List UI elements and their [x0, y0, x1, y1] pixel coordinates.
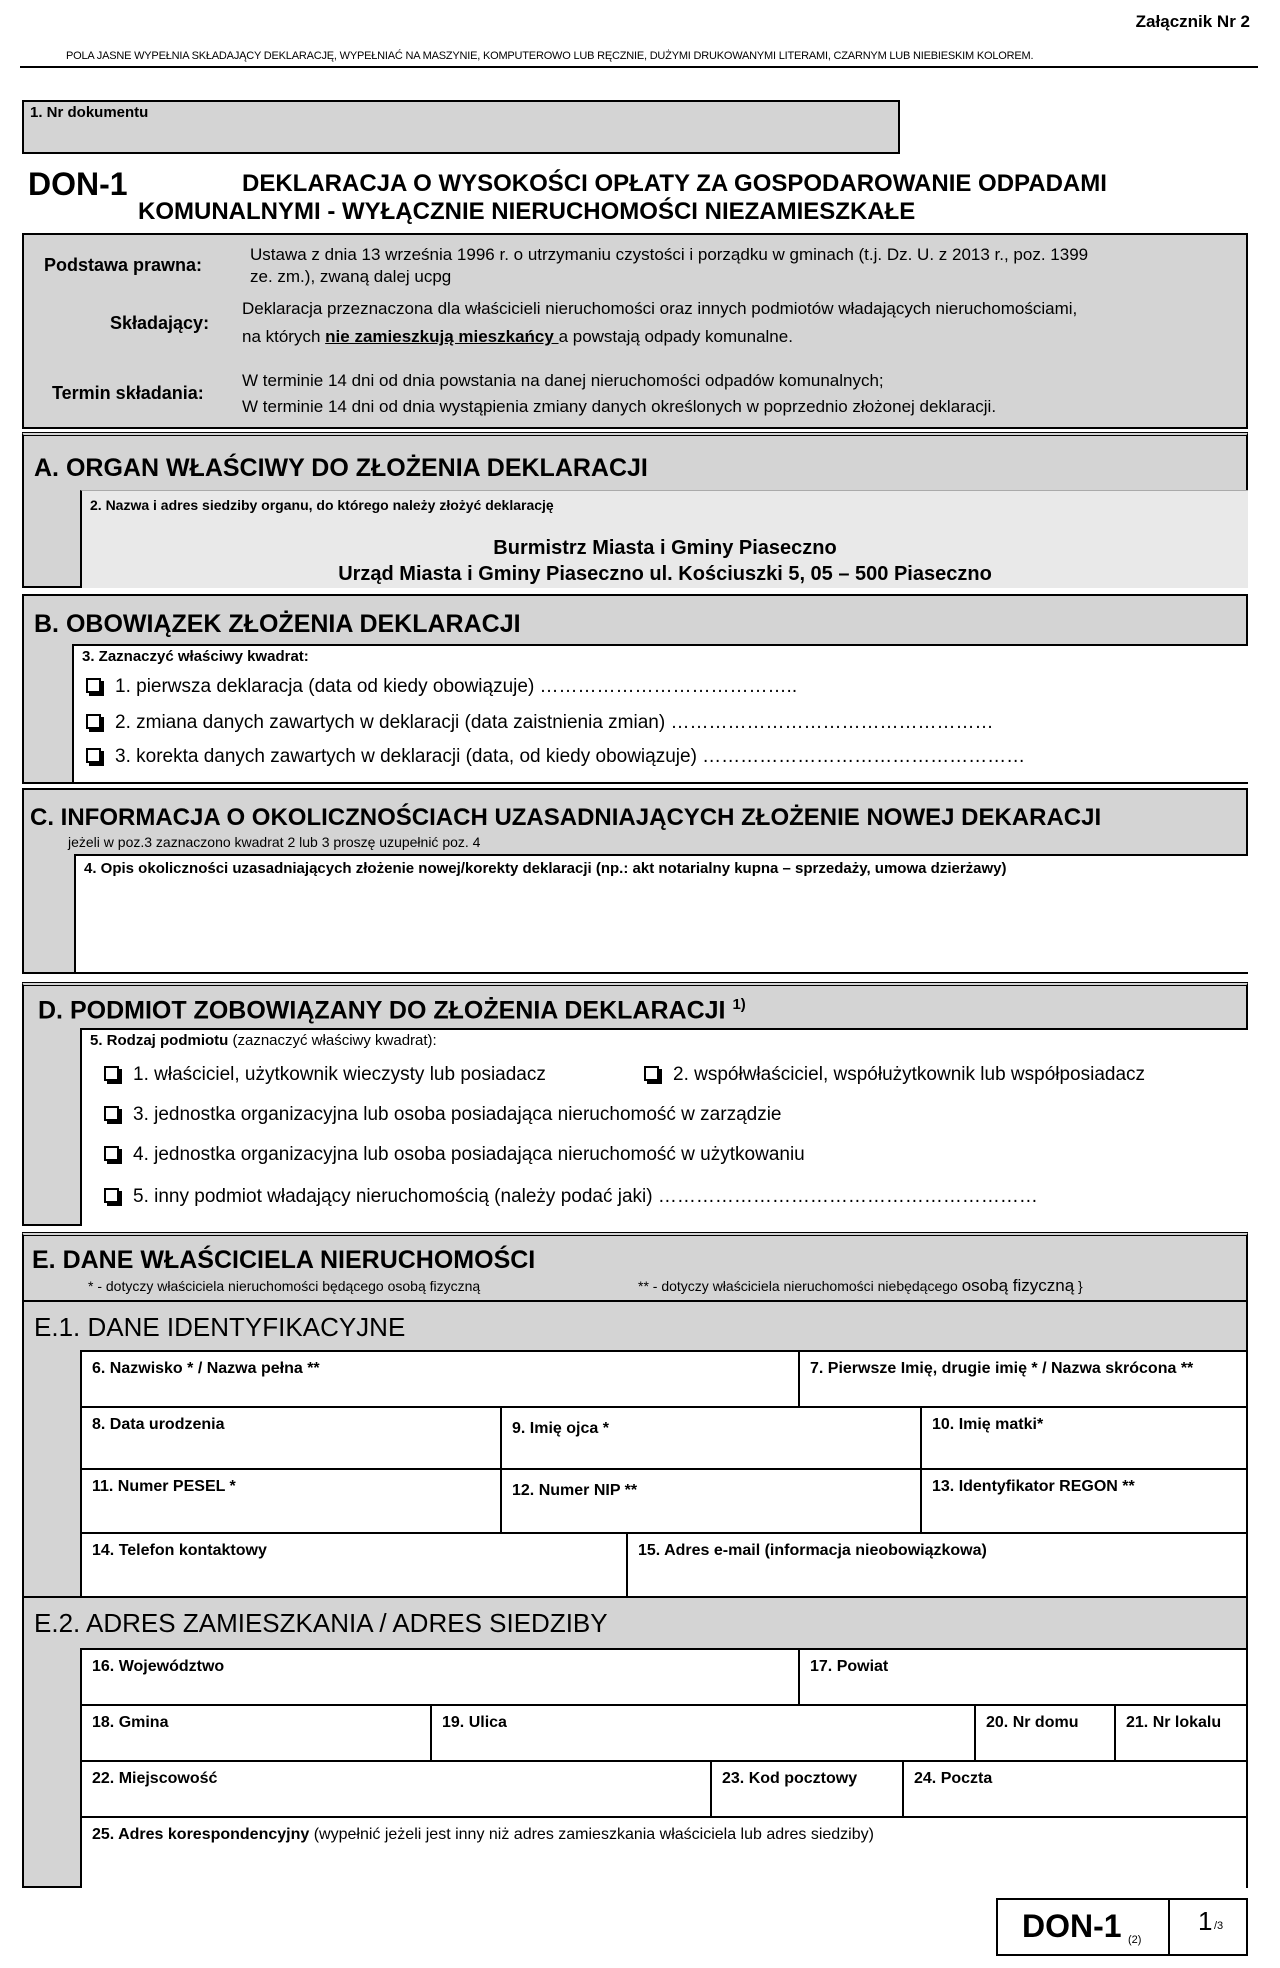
field-11-pesel[interactable] — [80, 1468, 500, 1532]
footer-page-total: /3 — [1214, 1920, 1224, 1932]
field-25-correspondence-address[interactable] — [80, 1816, 1246, 1888]
field-24-label: 24. Poczta — [914, 1770, 993, 1787]
organ-field-label: 2. Nazwa i adres siedziby organu, do którego należy złożyć deklarację — [90, 497, 554, 513]
field-22-city[interactable] — [80, 1760, 710, 1816]
checkbox-icon[interactable] — [104, 1106, 119, 1121]
section-a-title: A. ORGAN WŁAŚCIWY DO ZŁOŻENIA DEKLARACJI — [34, 454, 648, 482]
checkbox-icon[interactable] — [644, 1066, 659, 1081]
field-13-regon[interactable] — [920, 1468, 1246, 1532]
entity-option-2-label: 2. współwłaściciel, współużytkownik lub współposiadacz — [673, 1064, 1146, 1085]
footer-form-code: DON-1 — [1022, 1908, 1122, 1944]
deadline-text-2: W terminie 14 dni od dnia wystąpienia zmiany danych określonych w poprzednio złożonej deklaracji. — [242, 397, 997, 416]
field-12-label: 12. Numer NIP ** — [512, 1482, 638, 1499]
footer-code-box — [996, 1898, 1170, 1956]
checkbox-icon[interactable] — [86, 678, 101, 693]
filer-text-2c: a powstają odpady komunalne. — [558, 327, 793, 346]
circumstances-field-label: 4. Opis okoliczności uzasadniających złożenie nowej/korekty deklaracji (np.: akt notarialny kupna – sprzedaży, umowa dzierżawy) — [84, 860, 1007, 877]
annex-label: Załącznik Nr 2 — [1135, 12, 1250, 31]
field-12-nip[interactable] — [500, 1468, 920, 1532]
section-c-note: jeżeli w poz.3 zaznaczono kwadrat 2 lub 3 proszę uzupełnić poz. 4 — [68, 834, 481, 850]
field-23-postal-code[interactable] — [710, 1760, 902, 1816]
deadline-text-1: W terminie 14 dni od dnia powstania na danej nieruchomości odpadów komunalnych; — [242, 371, 884, 390]
field-25-label-rest: (wypełnić jeżeli jest inny niż adres zamieszkania właściciela lub adres siedziby) — [309, 1826, 874, 1843]
field-15-email[interactable] — [626, 1532, 1246, 1596]
section-e-note-2a: ** - dotyczy właściciela nieruchomości niebędącego — [638, 1278, 962, 1294]
fill-instructions: POLA JASNE WYPEŁNIA SKŁADAJĄCY DEKLARACJĘ, WYPEŁNIAĆ NA MASZYNIE, KOMPUTEROWO LUB RĘCZNIE, DUŻYMI DRUKOWANYMI LITERAMI, CZARNYM LUB NIEBIESKIM KOLOREM. — [66, 50, 1034, 62]
field-10-label: 10. Imię matki* — [932, 1416, 1044, 1433]
footnote-mark: 1) — [732, 996, 746, 1013]
option-change-label: 2. zmiana danych zawartych w deklaracji (data zaistnienia zmian) …………………………………………… — [115, 712, 994, 733]
field-14-phone[interactable] — [80, 1532, 626, 1596]
field-7-first-name[interactable] — [798, 1350, 1246, 1406]
field-16-voivodeship[interactable] — [80, 1648, 798, 1704]
e2-header — [24, 1596, 1246, 1598]
e2-title: E.2. ADRES ZAMIESZKANIA / ADRES SIEDZIBY — [34, 1608, 608, 1638]
field-14-label: 14. Telefon kontaktowy — [92, 1542, 267, 1559]
legal-basis-label: Podstawa prawna: — [44, 255, 203, 275]
header-rule — [20, 66, 1258, 68]
entity-option-2[interactable] — [644, 1064, 1145, 1086]
entity-option-1[interactable] — [104, 1064, 546, 1086]
filer-text-2a: na których — [242, 327, 326, 346]
field-21-label: 21. Nr lokalu — [1126, 1714, 1222, 1731]
obligation-field — [72, 644, 1248, 782]
field-9-label: 9. Imię ojca * — [512, 1420, 609, 1437]
field-25-label-bold: 25. Adres korespondencyjny — [92, 1826, 310, 1843]
checkbox-icon[interactable] — [86, 714, 101, 729]
option-first-declaration-label: 1. pierwsza deklaracja (data od kiedy obowiązuje) ………………………………….. — [115, 676, 798, 697]
section-c — [22, 788, 1248, 974]
field-18-commune[interactable] — [80, 1704, 430, 1760]
field-19-street[interactable] — [430, 1704, 974, 1760]
section-c-title: C. INFORMACJA O OKOLICZNOŚCIACH UZASADNIAJĄCYCH ZŁOŻENIE NOWEJ DEKARACJI — [30, 804, 1102, 831]
field-17-label: 17. Powiat — [810, 1658, 889, 1675]
filer-text-1: Deklaracja przeznaczona dla właścicieli nieruchomości oraz innych podmiotów władających nieruchomościami, — [242, 299, 1078, 318]
field-24-post-office[interactable] — [902, 1760, 1246, 1816]
footer-page-box — [1168, 1898, 1248, 1956]
filer-text-2b: nie zamieszkują mieszkańcy — [325, 327, 559, 346]
legal-basis-text-1: Ustawa z dnia 13 września 1996 r. o utrzymaniu czystości i porządku w gminach (t.j. Dz. U. z 2013 r., poz. 1399 — [250, 245, 1089, 264]
deadline-label: Termin składania: — [52, 383, 204, 403]
section-e-title: E. DANE WŁAŚCICIELA NIERUCHOMOŚCI — [32, 1246, 536, 1274]
circumstances-field[interactable] — [74, 854, 1248, 972]
filer-label: Składający: — [110, 313, 210, 333]
entity-option-3-label: 3. jednostka organizacyjna lub osoba posiadająca nieruchomość w zarządzie — [133, 1104, 782, 1125]
checkbox-icon[interactable] — [86, 748, 101, 763]
checkbox-icon[interactable] — [104, 1066, 119, 1081]
checkbox-icon[interactable] — [104, 1146, 119, 1161]
field-11-label: 11. Numer PESEL * — [92, 1478, 236, 1495]
legal-basis-text-2: ze. zm.), zwaną dalej ucpg — [250, 267, 452, 286]
section-d-title-wrap — [38, 996, 746, 1025]
field-6-label: 6. Nazwisko * / Nazwa pełna ** — [92, 1360, 320, 1377]
entity-option-5-label: 5. inny podmiot władający nieruchomością (należy podać jaki) …………………………………………………… — [133, 1186, 1038, 1207]
field-19-label: 19. Ulica — [442, 1714, 507, 1731]
footer-version: (2) — [1128, 1934, 1142, 1946]
entity-option-4[interactable] — [104, 1144, 805, 1166]
section-e — [22, 1232, 1248, 1888]
field-15-label: 15. Adres e-mail (informacja nieobowiązkowa) — [638, 1542, 987, 1559]
option-change[interactable] — [86, 712, 993, 734]
organ-address: Urząd Miasta i Gminy Piaseczno ul. Kościuszki 5, 05 – 500 Piaseczno — [338, 563, 992, 585]
option-first-declaration[interactable] — [86, 676, 797, 698]
doc-number-field[interactable] — [22, 100, 900, 154]
section-d-title: D. PODMIOT ZOBOWIĄZANY DO ZŁOŻENIA DEKLARACJI — [38, 996, 726, 1025]
field-17-county[interactable] — [798, 1648, 1246, 1704]
checkbox-icon[interactable] — [104, 1188, 119, 1203]
option-correction-label: 3. korekta danych zawartych w deklaracji (data, od kiedy obowiązuje) …………………………………………… — [115, 746, 1026, 767]
organ-name: Burmistrz Miasta i Gminy Piaseczno — [493, 537, 837, 559]
form-code: DON-1 — [28, 166, 128, 202]
entity-option-1-label: 1. właściciel, użytkownik wieczysty lub posiadacz — [133, 1064, 546, 1085]
section-a — [22, 432, 1248, 588]
field-23-label: 23. Kod pocztowy — [722, 1770, 858, 1787]
field-18-label: 18. Gmina — [92, 1714, 169, 1731]
field-8-label: 8. Data urodzenia — [92, 1416, 225, 1433]
entity-type-label — [90, 1032, 437, 1049]
section-b-title: B. OBOWIĄZEK ZŁOŻENIA DEKLARACJI — [34, 610, 521, 638]
e1-header — [24, 1300, 1246, 1302]
form-title-line1: DEKLARACJA O WYSOKOŚCI OPŁATY ZA GOSPODAROWANIE ODPADAMI — [242, 170, 1107, 197]
field-20-house-no[interactable] — [974, 1704, 1114, 1760]
option-correction[interactable] — [86, 746, 1025, 768]
filer-text-2 — [242, 327, 793, 347]
field-9-father-name[interactable] — [500, 1406, 920, 1468]
entity-type-field — [80, 1028, 1248, 1226]
e1-title: E.1. DANE IDENTYFIKACYJNE — [34, 1312, 406, 1342]
field-6-surname[interactable] — [80, 1350, 798, 1406]
entity-type-label-bold: 5. Rodzaj podmiotu — [90, 1032, 229, 1049]
obligation-field-label: 3. Zaznaczyć właściwy kwadrat: — [82, 648, 309, 665]
field-7-label: 7. Pierwsze Imię, drugie imię * / Nazwa skrócona ** — [810, 1360, 1194, 1377]
field-8-birth-date[interactable] — [80, 1406, 500, 1468]
section-b — [22, 594, 1248, 784]
doc-number-label: 1. Nr dokumentu — [30, 104, 149, 121]
field-16-label: 16. Województwo — [92, 1658, 225, 1675]
legal-basis-box — [22, 233, 1248, 429]
field-13-label: 13. Identyfikator REGON ** — [932, 1478, 1135, 1495]
section-e-note-2: ** - dotyczy właściciela nieruchomości niebędącego osobą fizyczną } — [638, 1276, 1083, 1295]
field-20-label: 20. Nr domu — [986, 1714, 1079, 1731]
field-22-label: 22. Miejscowość — [92, 1770, 218, 1787]
form-title-line2: KOMUNALNYMI - WYŁĄCZNIE NIERUCHOMOŚCI NIEZAMIESZKAŁE — [138, 198, 916, 225]
entity-type-label-rest: (zaznaczyć właściwy kwadrat): — [228, 1032, 437, 1049]
section-e-note-2b: osobą fizyczną — [961, 1276, 1075, 1295]
section-d — [22, 982, 1248, 1226]
footer-page-number: 1 — [1198, 1906, 1213, 1936]
entity-option-3[interactable] — [104, 1104, 782, 1126]
section-e-note-1: * - dotyczy właściciela nieruchomości będącego osobą fizyczną — [88, 1278, 481, 1294]
entity-option-5[interactable] — [104, 1186, 1038, 1208]
field-10-mother-name[interactable] — [920, 1406, 1246, 1468]
organ-field — [80, 490, 1248, 588]
entity-option-4-label: 4. jednostka organizacyjna lub osoba posiadająca nieruchomość w użytkowaniu — [133, 1144, 805, 1165]
field-21-apartment-no[interactable] — [1114, 1704, 1246, 1760]
